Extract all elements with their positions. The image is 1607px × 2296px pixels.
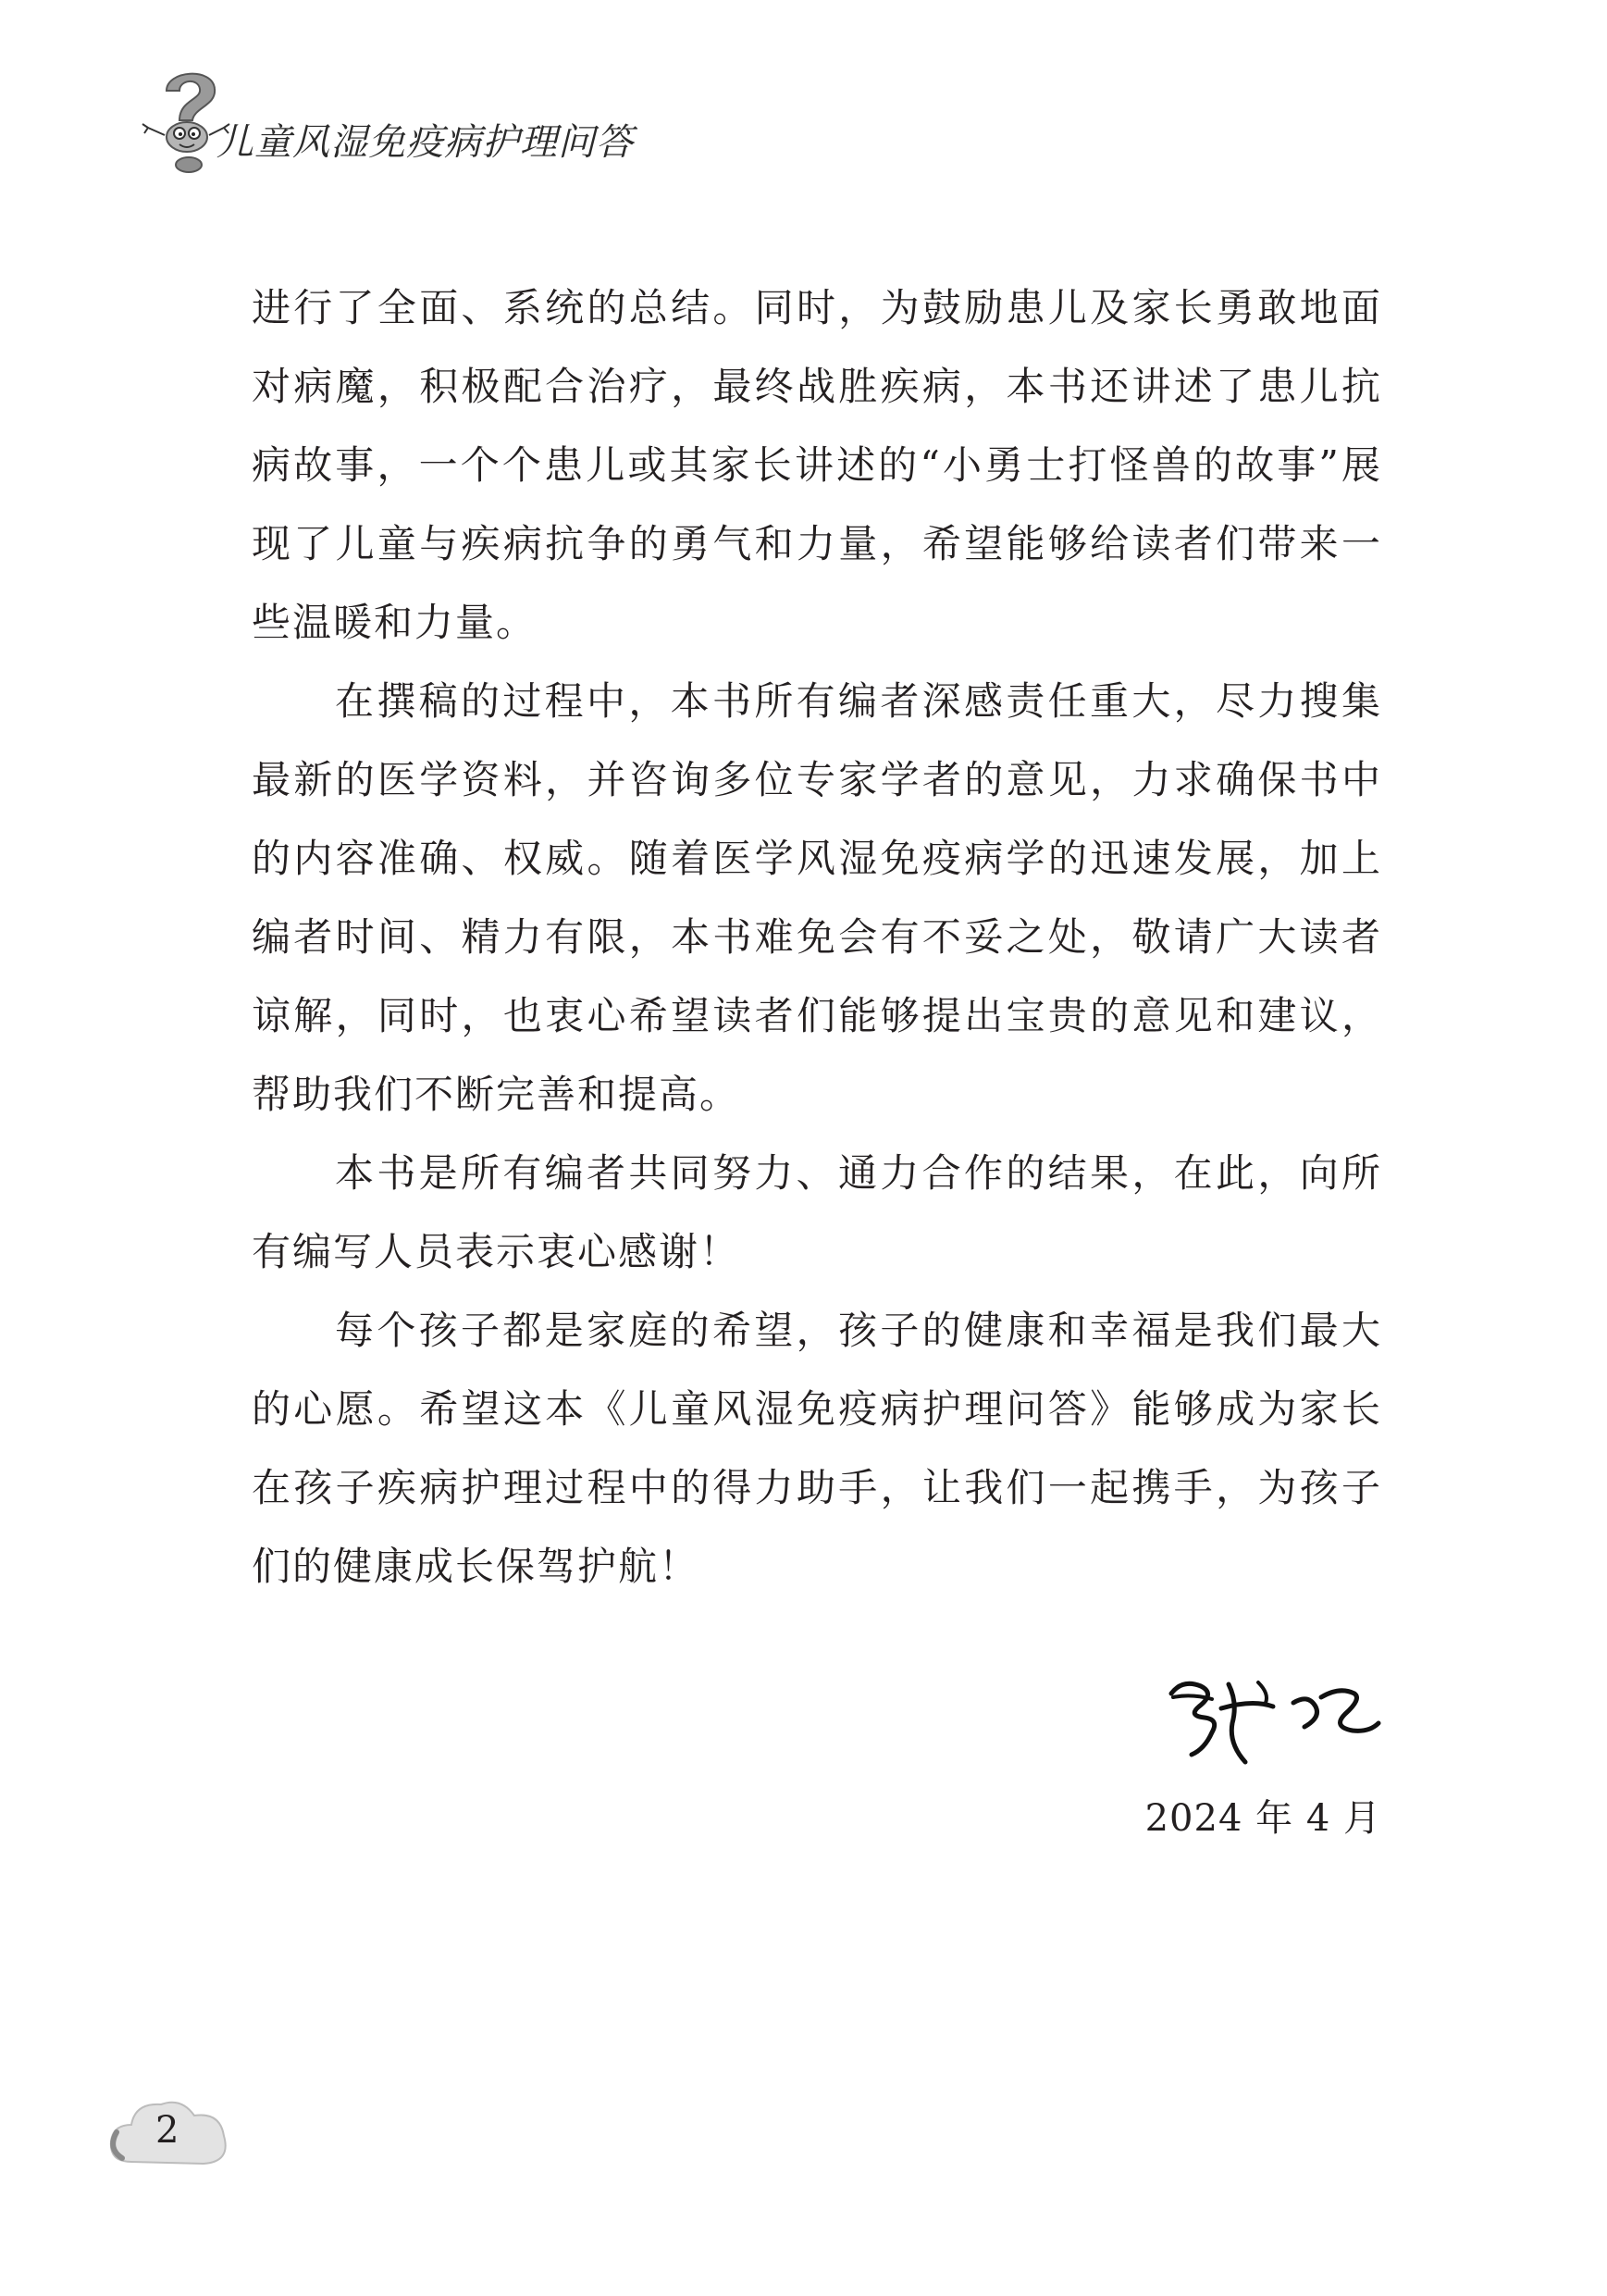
- paragraph-continued: 进行了全面、系统的总结。同时，为鼓励患儿及家长勇敢地面对病魔，积极配合治疗，最终战胜疾病，本书还讲述了患儿抗病故事，一个个患儿或其家长讲述的“小勇士打怪兽的故事”展现了儿童与疾病抗争的勇气和力量，希望能够给读者们带来一些温暖和力量。: [252, 285, 1382, 645]
- paragraph: 在撰稿的过程中，本书所有编者深感责任重大，尽力搜集最新的医学资料，并咨询多位专家学者的意见，力求确保书中的内容准确、权威。随着医学风湿免疫病学的迅速发展，加上编者时间、精力有限，本书难免会有不妥之处，敬请广大读者谅解，同时，也衷心希望读者们能够提出宝贵的意见和建议，帮助我们不断完善和提高。: [252, 678, 1382, 1117]
- paragraph: 每个孩子都是家庭的希望，孩子的健康和幸福是我们最大的心愿。希望这本《儿童风湿免疫病护理问答》能够成为家长在孩子疾病护理过程中的得力助手，让我们一起携手，为孩子们的健康成长保驾护航！: [252, 1308, 1382, 1589]
- paragraph: 本书是所有编者共同努力、通力合作的结果，在此，向所有编写人员表示衷心感谢！: [252, 1150, 1382, 1274]
- body-text: [252, 268, 1382, 1606]
- page-number: 2: [155, 2109, 179, 2152]
- date: 2024 年 4 月: [1144, 1797, 1381, 1840]
- running-header-title: 儿童风湿免疫病护理问答: [216, 121, 634, 164]
- handwritten-signature: [1164, 1666, 1386, 1768]
- running-header: [139, 63, 786, 174]
